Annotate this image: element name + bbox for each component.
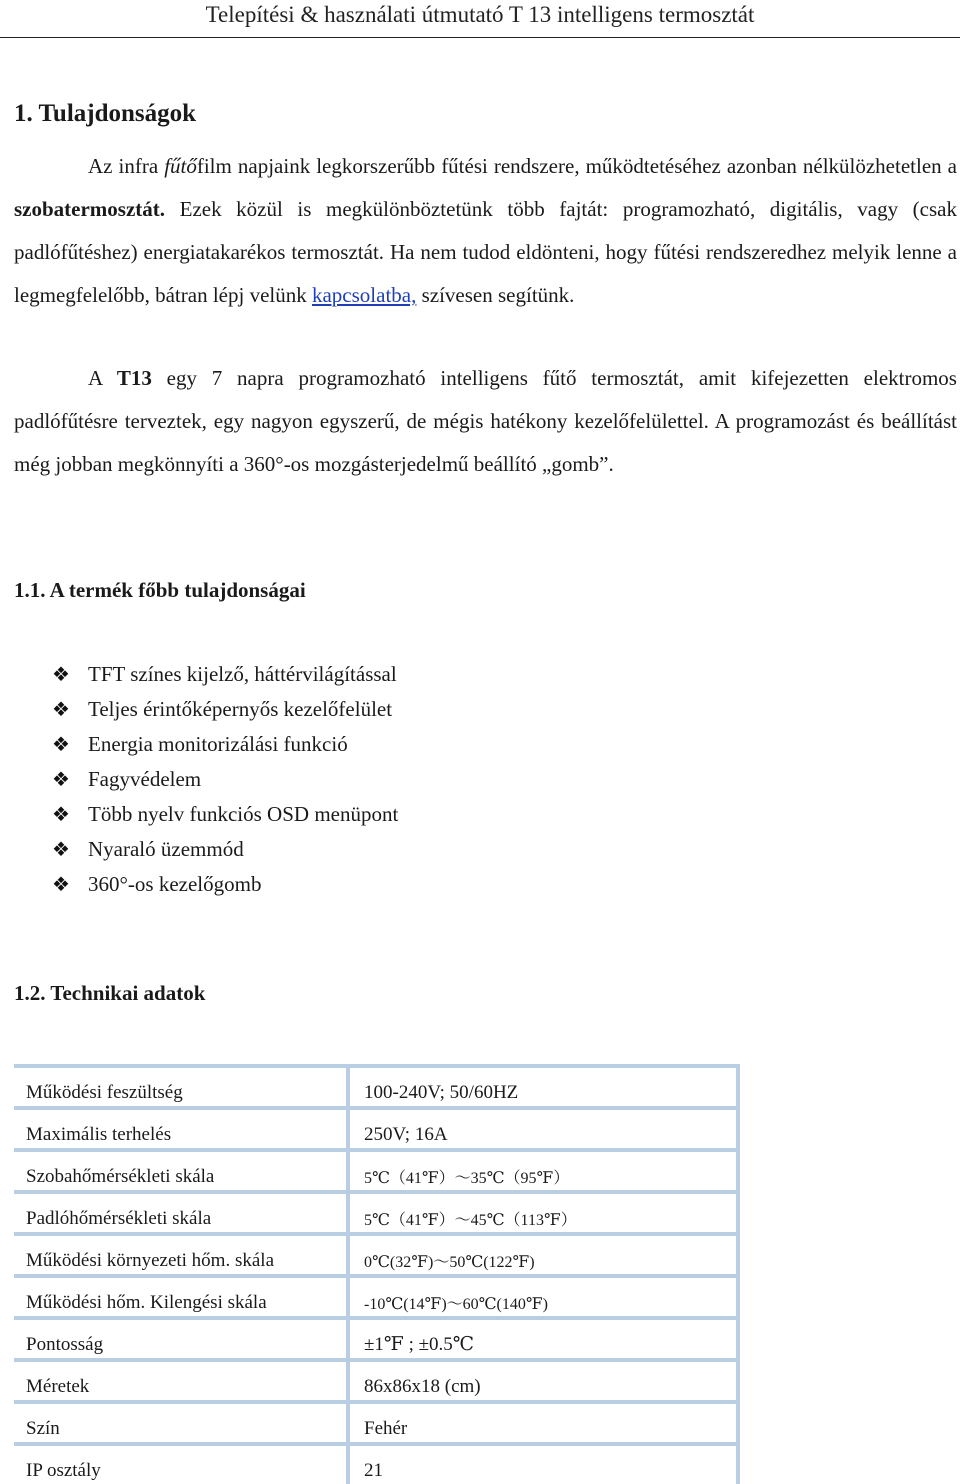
spec-label: Pontosság	[14, 1318, 348, 1360]
table-row	[14, 1150, 738, 1192]
list-item: ❖ Több nyelv funkciós OSD menüpont	[52, 797, 398, 832]
list-item: ❖ 360°-os kezelőgomb	[52, 867, 398, 902]
section-heading-technical-data: 1.2. Technikai adatok	[14, 981, 206, 1005]
list-item: ❖ Teljes érintőképernyős kezelőfelület	[52, 692, 398, 727]
list-item: ❖ Fagyvédelem	[52, 762, 398, 797]
spec-value: 5℃（41℉）～45℃（113℉）	[348, 1192, 738, 1234]
contact-link[interactable]: kapcsolatba,	[311, 283, 417, 307]
spec-value: 5℃（41℉）～35℃（95℉）	[348, 1150, 738, 1192]
diamond-bullet-icon: ❖	[52, 732, 70, 756]
diamond-bullet-icon: ❖	[52, 837, 70, 861]
table-row	[14, 1276, 738, 1318]
diamond-bullet-icon: ❖	[52, 802, 70, 826]
table-row	[14, 1192, 738, 1234]
spec-value: ±1℉ ; ±0.5℃	[348, 1318, 738, 1360]
list-item: ❖ TFT színes kijelző, háttérvilágítással	[52, 657, 398, 692]
spec-value: 100-240V; 50/60HZ	[348, 1066, 738, 1108]
spec-label: IP osztály	[14, 1444, 348, 1484]
table-row	[14, 1402, 738, 1444]
table-row	[14, 1108, 738, 1150]
spec-value: 250V; 16A	[348, 1108, 738, 1150]
list-item: ❖ Nyaraló üzemmód	[52, 832, 398, 867]
table-row	[14, 1360, 738, 1402]
section-heading-properties: 1. Tulajdonságok	[14, 100, 197, 127]
spec-label: Szobahőmérsékleti skála	[14, 1150, 348, 1192]
spec-label: Működési hőm. Kilengési skála	[14, 1276, 348, 1318]
spec-label: Működési feszültség	[14, 1066, 348, 1108]
spec-label: Méretek	[14, 1360, 348, 1402]
list-item: ❖ Energia monitorizálási funkció	[52, 727, 398, 762]
spec-label: Működési környezeti hőm. skála	[14, 1234, 348, 1276]
table-row	[14, 1318, 738, 1360]
spec-value: 0℃(32℉)～50℃(122℉)	[348, 1234, 738, 1276]
diamond-bullet-icon: ❖	[52, 767, 70, 791]
spec-value: 21	[348, 1444, 738, 1484]
table-row	[14, 1234, 738, 1276]
feature-list	[52, 657, 398, 902]
diamond-bullet-icon: ❖	[52, 662, 70, 686]
intro-paragraph: Az infra fűtőfilm napjaink legkorszerűbb fűtési rendszere, működtetéséhez azonban nélkülözhetetlen a szobatermosztát. Ezek közül is megkülönböztetünk több fajtát: programozható, digitális, vagy (csak padlófűtéshez) energiatakarékos termosztát. Ha nem tudod eldönteni, hogy fűtési rendszeredhez melyik lenne a legmegfelelőbb, bátran lépj velünk kapcsolatba, szívesen segítünk.	[14, 154, 957, 307]
document-title: Telepítési & használati útmutató T 13 intelligens termosztát	[205, 2, 755, 27]
t13-description-paragraph: A T13 egy 7 napra programozható intelligens fűtő termosztát, amit kifejezetten elektromos padlófűtésre terveztek, egy nagyon egyszerű, de mégis hatékony kezelőfelülettel. A programozást és beállítást még jobban megkönnyíti a 360°-os mozgásterjedelmű beállító „gomb”.	[14, 366, 957, 476]
section-heading-main-features: 1.1. A termék főbb tulajdonságai	[14, 578, 306, 602]
spec-label: Maximális terhelés	[14, 1108, 348, 1150]
technical-data-table	[14, 1064, 740, 1484]
page-header	[0, 0, 960, 38]
spec-value: 86x86x18 (cm)	[348, 1360, 738, 1402]
spec-label: Padlóhőmérsékleti skála	[14, 1192, 348, 1234]
table-row	[14, 1444, 738, 1484]
spec-label: Szín	[14, 1402, 348, 1444]
diamond-bullet-icon: ❖	[52, 697, 70, 721]
diamond-bullet-icon: ❖	[52, 872, 70, 896]
spec-value: Fehér	[348, 1402, 738, 1444]
table-row	[14, 1066, 738, 1108]
spec-value: -10℃(14℉)～60℃(140℉)	[348, 1276, 738, 1318]
